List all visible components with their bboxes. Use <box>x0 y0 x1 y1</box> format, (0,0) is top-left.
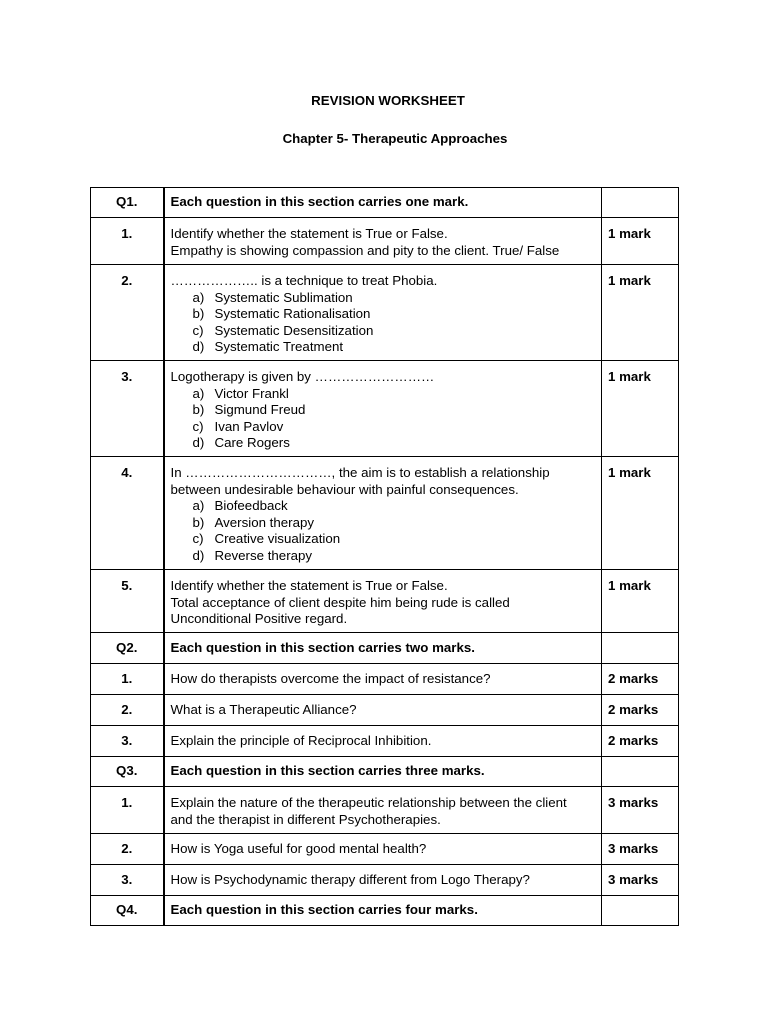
chapter-subtitle: Chapter 5- Therapeutic Approaches <box>282 131 508 146</box>
section-label: Q2. <box>91 633 164 664</box>
section-label: Q1. <box>91 188 164 218</box>
option-item <box>193 386 598 403</box>
option-letter: d) <box>192 547 205 563</box>
question-line: Identify whether the statement is True or False. <box>170 578 448 593</box>
marks-cell <box>602 757 679 787</box>
option-item <box>193 323 598 340</box>
option-item <box>193 290 598 307</box>
worksheet-title: REVISION WORKSHEET <box>311 93 465 108</box>
option-item <box>193 435 598 452</box>
question-row <box>91 265 679 361</box>
question-row <box>91 457 679 570</box>
option-text: Systematic Sublimation <box>214 289 353 305</box>
marks-value: 2 marks <box>602 664 679 695</box>
question-number: 3. <box>91 361 164 457</box>
question-text <box>164 361 602 457</box>
question-text: How is Yoga useful for good mental health? <box>164 834 602 865</box>
section-instruction: Each question in this section carries two marks. <box>164 633 602 664</box>
option-text: Systematic Treatment <box>214 339 344 354</box>
option-text: Ivan Pavlov <box>214 418 284 434</box>
question-text: Explain the principle of Reciprocal Inhibition. <box>164 726 602 757</box>
question-text <box>164 265 602 361</box>
section-header-q2 <box>91 633 679 664</box>
question-text <box>164 570 602 633</box>
question-line: Identify whether the statement is True or False. <box>170 226 448 241</box>
question-line: ……………….. is a technique to treat Phobia. <box>170 273 438 288</box>
option-item <box>193 419 598 436</box>
marks-value: 1 mark <box>602 218 679 265</box>
question-text: How is Psychodynamic therapy different from Logo Therapy? <box>164 865 602 896</box>
option-item <box>193 498 598 515</box>
question-row <box>91 726 679 757</box>
question-number: 1. <box>91 664 164 695</box>
question-row <box>91 787 679 834</box>
marks-value: 3 marks <box>602 787 679 834</box>
option-item <box>193 548 598 565</box>
question-number: 2. <box>91 695 164 726</box>
question-number: 5. <box>91 570 164 633</box>
question-text <box>164 457 602 570</box>
marks-value: 1 mark <box>602 457 679 570</box>
option-text: Sigmund Freud <box>214 402 306 417</box>
question-text: How do therapists overcome the impact of resistance? <box>164 664 602 695</box>
question-line: Explain the nature of the therapeutic relationship between the client <box>170 795 567 810</box>
option-item <box>193 306 598 323</box>
marks-value: 3 marks <box>602 865 679 896</box>
marks-value: 1 mark <box>602 570 679 633</box>
question-row <box>91 218 679 265</box>
question-number: 3. <box>91 865 164 896</box>
question-number: 2. <box>91 265 164 361</box>
marks-value: 2 marks <box>602 726 679 757</box>
option-list <box>171 386 598 452</box>
option-item <box>193 402 598 419</box>
question-number: 1. <box>91 787 164 834</box>
section-header-q3 <box>91 757 679 787</box>
option-letter: d) <box>192 339 205 354</box>
marks-value: 2 marks <box>602 695 679 726</box>
question-number: 4. <box>91 457 164 570</box>
question-row <box>91 570 679 633</box>
question-line: Logotherapy is given by ……………………… <box>170 369 435 384</box>
option-letter: b) <box>192 402 205 417</box>
option-list <box>171 290 598 356</box>
option-text: Systematic Desensitization <box>214 322 374 338</box>
option-letter: c) <box>192 418 204 434</box>
option-letter: c) <box>192 322 204 338</box>
marks-cell <box>602 896 679 926</box>
question-line: between undesirable behaviour with painful consequences. <box>170 481 519 497</box>
option-letter: c) <box>192 531 204 546</box>
question-row <box>91 834 679 865</box>
option-text: Aversion therapy <box>214 514 315 530</box>
section-label: Q4. <box>91 896 164 926</box>
question-line: Empathy is showing compassion and pity to the client. True/ False <box>170 242 560 258</box>
marks-value: 1 mark <box>602 265 679 361</box>
option-list <box>171 498 598 564</box>
question-text <box>164 787 602 834</box>
option-letter: a) <box>192 498 205 513</box>
question-row <box>91 361 679 457</box>
option-text: Reverse therapy <box>214 547 313 563</box>
section-header-q1 <box>91 188 679 218</box>
question-line: In ……………………………, the aim is to establish a relationship <box>170 465 550 480</box>
worksheet-table <box>90 187 679 926</box>
marks-value: 3 marks <box>602 834 679 865</box>
option-item <box>193 531 598 548</box>
question-number: 2. <box>91 834 164 865</box>
section-header-q4 <box>91 896 679 926</box>
section-instruction: Each question in this section carries three marks. <box>164 757 602 787</box>
section-instruction: Each question in this section carries four marks. <box>164 896 602 926</box>
section-label: Q3. <box>91 757 164 787</box>
option-text: Biofeedback <box>214 498 288 513</box>
question-row <box>91 865 679 896</box>
question-row <box>91 695 679 726</box>
question-line: and the therapist in different Psychotherapies. <box>170 811 441 827</box>
option-text: Creative visualization <box>214 531 341 546</box>
option-letter: d) <box>192 435 205 450</box>
option-text: Victor Frankl <box>214 385 289 401</box>
question-line: Unconditional Positive regard. <box>170 611 348 626</box>
option-text: Care Rogers <box>214 435 290 450</box>
option-item <box>193 339 598 356</box>
option-letter: a) <box>192 385 205 401</box>
question-text <box>164 218 602 265</box>
marks-value: 1 mark <box>602 361 679 457</box>
section-instruction: Each question in this section carries one mark. <box>164 188 602 218</box>
marks-cell <box>602 188 679 218</box>
option-text: Systematic Rationalisation <box>214 306 371 321</box>
option-letter: a) <box>192 289 205 305</box>
option-letter: b) <box>192 514 205 530</box>
option-letter: b) <box>192 306 205 321</box>
question-number: 1. <box>91 218 164 265</box>
question-row <box>91 664 679 695</box>
question-number: 3. <box>91 726 164 757</box>
marks-cell <box>602 633 679 664</box>
question-text: What is a Therapeutic Alliance? <box>164 695 602 726</box>
question-line: Total acceptance of client despite him being rude is called <box>170 594 510 610</box>
option-item <box>193 515 598 532</box>
